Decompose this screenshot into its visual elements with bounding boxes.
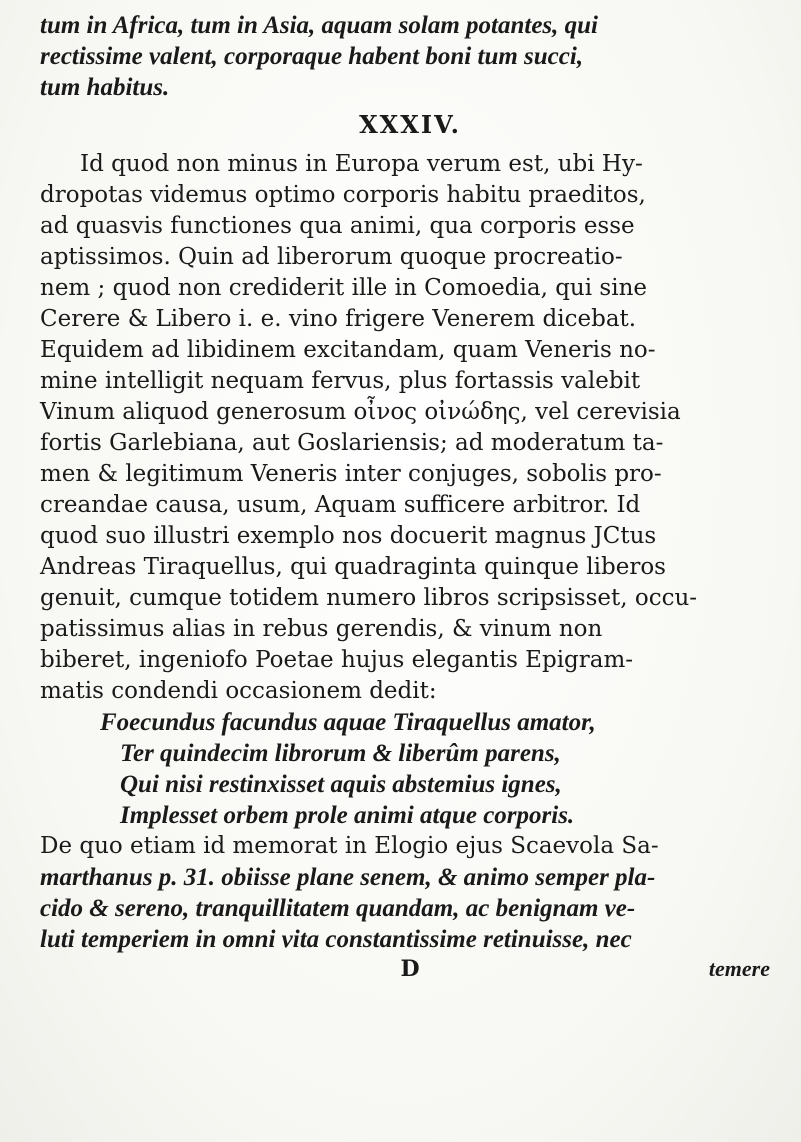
body-line-8: mine intelligit nequam fervus, plus fortassis valebit [40,368,641,394]
signature-mark: D [400,956,420,982]
top-line-3: tum habitus. [40,74,170,101]
body-line-9: Vinum aliquod generosum οἶνος οἰνώδης, vel cerevisia [40,399,681,425]
body-line-3: ad quasvis functiones qua animi, qua corporis esse [40,213,635,239]
closing-line-4: luti temperiem in omni vita constantissime retinuisse, nec [40,926,632,953]
poem-line-2: Ter quindecim librorum & liberûm parens, [120,740,561,767]
closing-line-1: De quo etiam id memorat in Elogio ejus Scaevola Sa- [40,833,659,859]
closing-line-3: cido & sereno, tranquillitatem quandam, ac benignam ve- [40,895,636,922]
catchword: temere [708,956,770,981]
section-heading: XXXIV. [359,110,461,139]
body-line-6: Cerere & Libero i. e. vino frigere Venerem dicebat. [40,306,637,332]
body-line-13: quod suo illustri exemplo nos docuerit magnus JCtus [40,523,657,549]
signature-row [40,955,780,983]
body-line-12: creandae causa, usum, Aquam sufficere arbitror. Id [40,492,641,518]
body-line-16: patissimus alias in rebus gerendis, & vinum non [40,616,603,642]
poem-line-3: Qui nisi restinxisset aquis abstemius ignes, [120,771,562,798]
body-line-17: biberet, ingeniofo Poetae hujus elegantis Epigram- [40,647,634,673]
top-line-1: tum in Africa, tum in Asia, aquam solam potantes, qui [40,12,598,39]
body-line-14: Andreas Tiraquellus, qui quadraginta quinque liberos [40,554,666,580]
body-line-4: aptissimos. Quin ad liberorum quoque procreatio- [40,244,623,270]
body-line-10: fortis Garlebiana, aut Goslariensis; ad moderatum ta- [40,430,664,456]
poem-line-4: Implesset orbem prole animi atque corporis. [120,802,575,829]
poem-line-1: Foecundus facundus aquae Tiraquellus amator, [100,709,596,736]
body-line-1: Id quod non minus in Europa verum est, ubi Hy- [80,151,643,177]
top-line-2: rectissime valent, corporaque habent boni tum succi, [40,43,584,70]
body-line-5: nem ; quod non crediderit ille in Comoedia, qui sine [40,275,647,301]
body-line-15: genuit, cumque totidem numero libros scripsisset, occu- [40,585,698,611]
body-line-18: matis condendi occasionem dedit: [40,678,437,704]
body-line-11: men & legitimum Veneris inter conjuges, sobolis pro- [40,461,662,487]
body-line-2: dropotas videmus optimo corporis habitu praeditos, [40,182,646,208]
closing-line-2: marthanus p. 31. obiisse plane senem, & animo semper pla- [40,864,656,891]
page-text [40,10,780,983]
body-line-7: Equidem ad libidinem excitandam, quam Veneris no- [40,337,656,363]
